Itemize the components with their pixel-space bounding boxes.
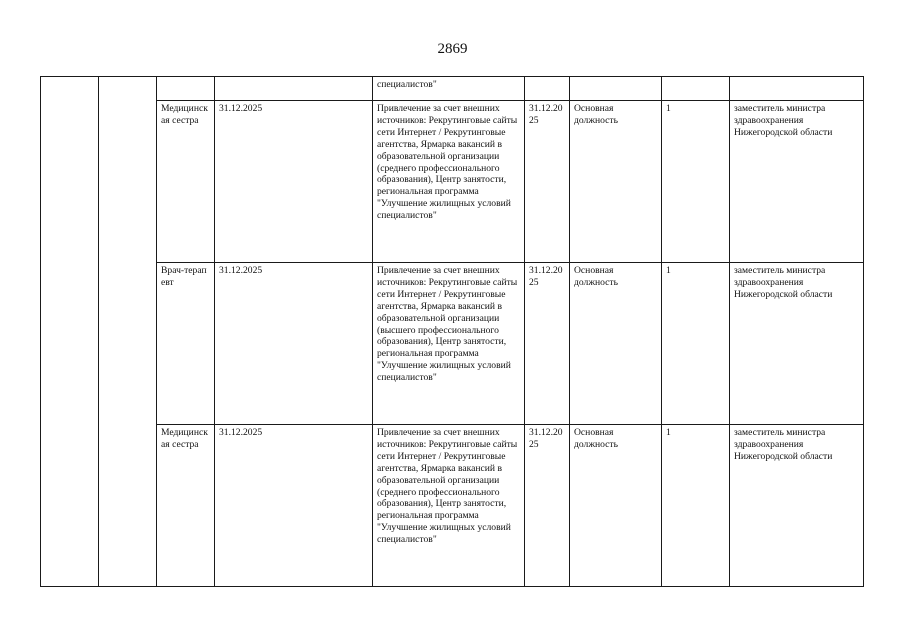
measures-cell: Привлечение за счет внешних источников: Рекрутинговые сайты сети Интернет / Рекрутинговые агентства, Ярмарка вакансий в образовательной организации (среднего профессионального образования), Центр занятости, региональная программа "Улучшение жилищных условий специалистов" [373,425,525,587]
responsible-cell: заместитель министра здравоохранения Нижегородской области [730,263,864,425]
table-row-continuation [41,77,864,101]
position-cell: Врач-терапевт [157,263,215,425]
merged-cell-col1 [41,77,99,587]
employment-cell [570,77,662,101]
measures-cell: специалистов" [373,77,525,101]
count-cell: 1 [662,101,730,263]
responsible-cell: заместитель министра здравоохранения Нижегородской области [730,101,864,263]
date-cell: 31.12.2025 [525,425,570,587]
responsible-cell: заместитель министра здравоохранения Нижегородской области [730,425,864,587]
table-row [41,263,864,425]
merged-cell-col2 [99,77,157,587]
date-cell [525,77,570,101]
count-cell [662,77,730,101]
employment-cell: Основная должность [570,425,662,587]
deadline-cell [215,77,373,101]
staffing-table [40,76,864,587]
deadline-cell: 31.12.2025 [215,101,373,263]
measures-cell: Привлечение за счет внешних источников: Рекрутинговые сайты сети Интернет / Рекрутинговые агентства, Ярмарка вакансий в образовательной организации (среднего профессионального образования), Центр занятости, региональная программа "Улучшение жилищных условий специалистов" [373,101,525,263]
measures-cell: Привлечение за счет внешних источников: Рекрутинговые сайты сети Интернет / Рекрутинговые агентства, Ярмарка вакансий в образовательной организации (высшего профессионального образования), Центр занятости, региональная программа "Улучшение жилищных условий специалистов" [373,263,525,425]
position-cell: Медицинская сестра [157,101,215,263]
position-cell [157,77,215,101]
date-cell: 31.12.2025 [525,263,570,425]
count-cell: 1 [662,263,730,425]
table-row [41,101,864,263]
employment-cell: Основная должность [570,263,662,425]
employment-cell: Основная должность [570,101,662,263]
responsible-cell [730,77,864,101]
page-number: 2869 [437,41,468,57]
position-cell: Медицинская сестра [157,425,215,587]
count-cell: 1 [662,425,730,587]
date-cell: 31.12.2025 [525,101,570,263]
table-row [41,425,864,587]
deadline-cell: 31.12.2025 [215,425,373,587]
deadline-cell: 31.12.2025 [215,263,373,425]
